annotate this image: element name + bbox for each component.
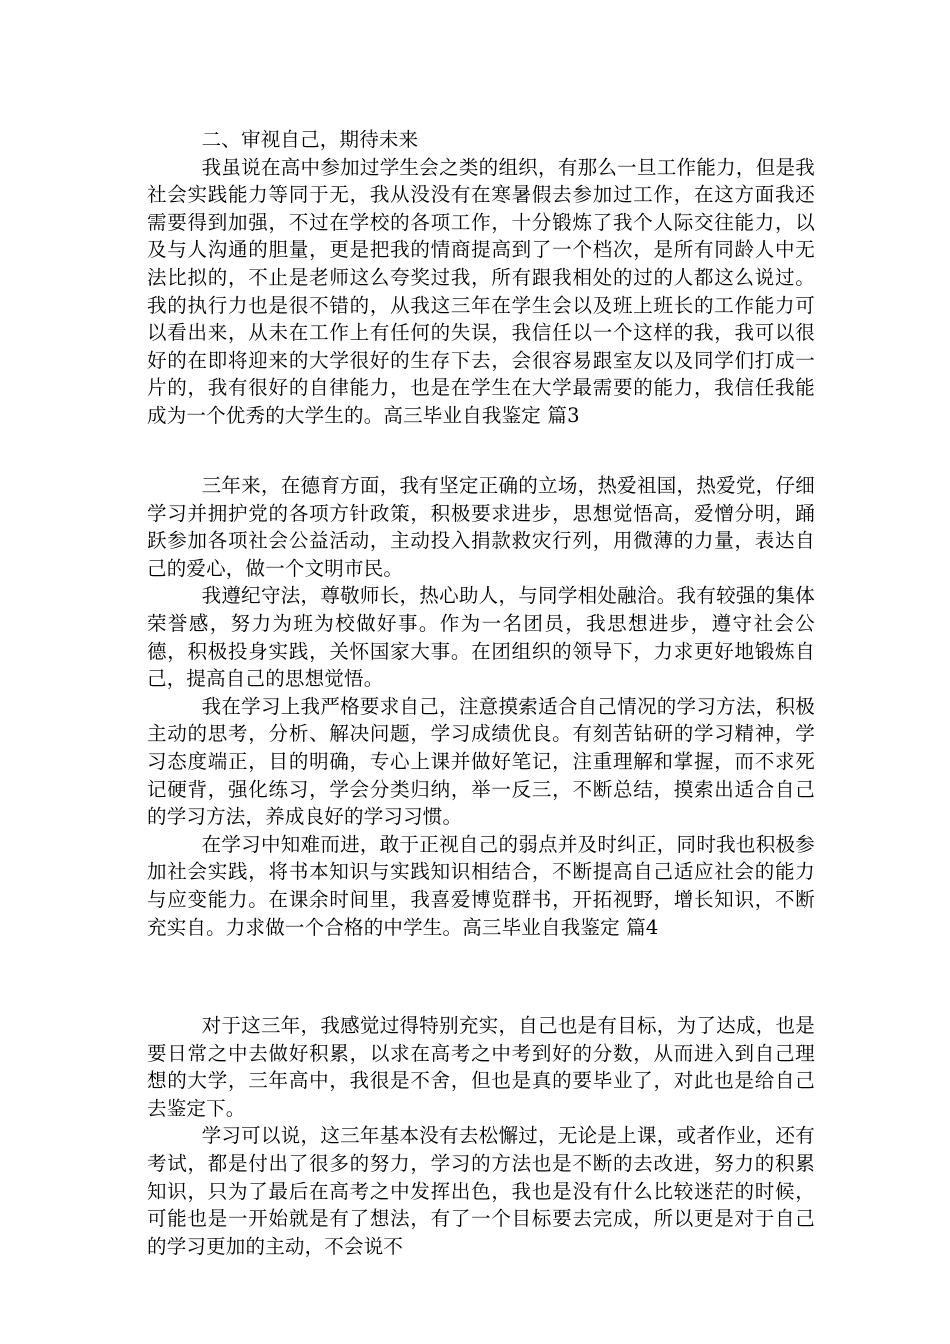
section-article-3 [147, 472, 815, 941]
paragraph: 我遵纪守法，尊敬师长，热心助人，与同学相处融洽。我有较强的集体荣誉感，努力为班为校做好事。作为一名团员，我思想进步，遵守社会公德，积极投身实践，关怀国家大事。在团组织的领导下，力求更好地锻炼自己，提高自己的思想觉悟。 [147, 584, 815, 691]
paragraph: 三年来，在德育方面，我有坚定正确的立场，热爱祖国，热爱党，仔细学习并拥护党的各项方针政策，积极要求进步，思想觉悟高，爱憎分明，踊跃参加各项社会公益活动，主动投入捐款救灾行列，用微薄的力量，表达自己的爱心，做一个文明市民。 [147, 474, 815, 580]
section-heading: 二、审视自己，期待未来 [201, 128, 419, 151]
paragraph: 我在学习上我严格要求自己，注意摸索适合自己情况的学习方法，积极主动的思考，分析、解决问题，学习成绩优良。有刻苦钻研的学习精神，学习态度端正，目的明确，专心上课并做好笔记，注重理解和掌握，而不求死记硬背，强化练习，学会分类归纳，举一反三，不断总结，摸索出适合自己的学习方法，养成良好的学习习惯。 [147, 694, 815, 829]
paragraph: 学习可以说，这三年基本没有去松懈过，无论是上课，或者作业，还有考试，都是付出了很多的努力，学习的方法也是不断的去改进，努力的积累知识，只为了最后在高考之中发挥出色，我也是没有什么比较迷茫的时候，可能也是一开始就是有了想法，有了一个目标要去完成，所以更是对于自己的学习更加的主动，不会说不 [147, 1124, 815, 1258]
paragraph: 在学习中知难而进，敢于正视自己的弱点并及时纠正，同时我也积极参加社会实践，将书本知识与实践知识相结合，不断提高自己适应社会的能力与应变能力。在课余时间里，我喜爱博览群书，开拓视野，增长知识，不断充实自。力求做一个合格的中学生。高三毕业自我鉴定 篇4 [147, 832, 815, 939]
paragraph: 对于这三年，我感觉过得特别充实，自己也是有目标，为了达成，也是要日常之中去做好积累，以求在高考之中考到好的分数，从而进入到自己理想的大学，三年高中，我很是不舍，但也是真的要毕业了，对此也是给自己去鉴定下。 [147, 1014, 815, 1120]
section-review-future [147, 126, 815, 430]
paragraph: 我虽说在高中参加过学生会之类的组织，有那么一旦工作能力，但是我社会实践能力等同于无，我从没没有在寒暑假去参加过工作，在这方面我还需要得到加强，不过在学校的各项工作，十分锻炼了我个人际交往能力，以及与人沟通的胆量，更是把我的情商提高到了一个档次，是所有同龄人中无法比拟的，不止是老师这么夸奖过我，所有跟我相处的过的人都这么说过。我的执行力也是很不错的，从我这三年在学生会以及班上班长的工作能力可以看出来，从未在工作上有任何的失误，我信任以一个这样的我，我可以很好的在即将迎来的大学很好的生存下去，会很容易跟室友以及同学们打成一片的，我有很好的自律能力，也是在学生在大学最需要的能力，我信任我能成为一个优秀的大学生的。高三毕业自我鉴定 篇3 [147, 155, 815, 427]
section-article-4 [147, 1012, 815, 1260]
